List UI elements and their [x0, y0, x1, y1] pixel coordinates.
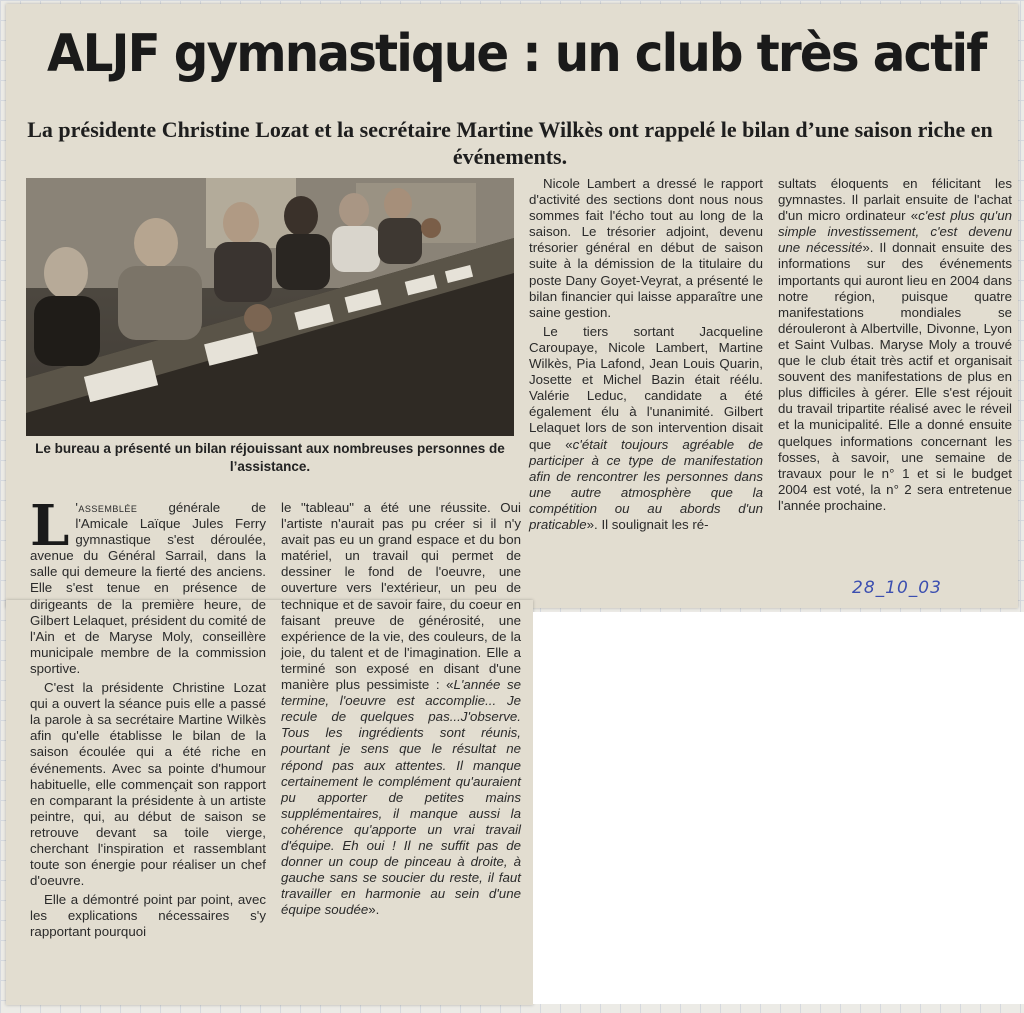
quote-text: L'année se termine, l'oeuvre est accomplie... Je recule de quelques pas...J'observe. Tous les ingrédients sont réunis, pourtant je sens que le résultat ne répond pas aux attentes. Il manque certainement le complément qu'auraient pu apporter de petites mains supplémentaires, il manque aussi la cohérence qu'apporte un vrai travail d'équipe. Eh oui ! Il ne suffit pas de donner un coup de pinceau à droite, à gauche sans se soucier du reste, il faut travailler en harmonie au sein d'une équipe soudée	[281, 677, 521, 918]
paragraph-text: le "tableau" a été une réussite. Oui l'artiste n'aurait pas pu créer si il n'y avait pas eu un grand espace et du bon matériel, un travail qui permet de dessiner le fond de l'oeuvre, une ouverture vers l'extérieur, un peu de technique et de savoir faire, du coeur en faisant preuve de générosité, une expérience de la vie, des couleurs, de la joie, du talent et de l'imagination. Elle a terminé son exposé en disant d'une manière plus pessimiste : «	[281, 500, 521, 693]
paragraph-text: ». Il donnait ensuite des informations sur des événements importants qui auront lieu en 2004 dans notre région, puisque quatre manifestations mondiales se dérouleront à Albertville, Divonne, Lyon et Saint Vulbas. Maryse Moly a trouvé que le club était très actif et organisait souvent des manifestations de plus en plus difficiles à gérer. Elle s'est réjouit du travail tripartite réalisé avec le réveil et la municipalité. Elle a donné ensuite quelques informations concernant les fosses, à savoir, une semaine de travaux pour le n° 1 et si le budget 2004 est voté, la n° 2 sera entretenue l'année prochaine.	[778, 240, 1012, 513]
column-1	[30, 493, 266, 941]
drop-cap: L	[30, 493, 70, 559]
group-photo	[26, 178, 514, 436]
paragraph	[281, 500, 521, 918]
lead-word: 'assemblée	[75, 500, 138, 515]
paragraph: C'est la présidente Christine Lozat qui a ouvert la séance puis elle a passé la parole à sa secrétaire Martine Wilkès afin qu'elle établisse le bilan de la saison écoulée qui a été riche en événements. Avec sa pointe d'humour habituelle, elle commençait son rapport en comparant la présidente à un artiste peintre, qui, au début de saison se retrouve devant sa toile vierge, cherchant l'inspiration et rassemblant toute son énergie pour réaliser un chef d'oeuvre.	[30, 680, 266, 889]
paragraph	[778, 176, 1012, 514]
blank-white-area	[533, 612, 1024, 1004]
quote-text: c'est plus qu'un simple investissement, c'est devenu une nécessité	[778, 208, 1012, 256]
column-2	[281, 500, 521, 918]
column-4	[778, 176, 1012, 514]
paragraph-text: sultats éloquents en félicitant les gymnastes. Il parlait ensuite de l'achat d'un micro ordinateur «	[778, 176, 1012, 224]
article-subhead: La présidente Christine Lozat et la secrétaire Martine Wilkès ont rappelé le bilan d’une saison riche en événements.	[27, 117, 993, 169]
article-headline: ALJF gymnastique : un club très actif	[47, 24, 986, 84]
paragraph: Nicole Lambert a dressé le rapport d'activité des sections dont nous nous sommes fait l'écho tout au long de la saison. Le trésorier adjoint, devenu trésorier général en début de saison suite à la démission de la titulaire du poste Dany Goyet-Veyrat, a présenté le bilan financier qui laisse apparaître une saine gestion.	[529, 176, 763, 320]
paragraph-text: ».	[368, 902, 380, 918]
paragraph	[30, 493, 266, 677]
paragraph-text: générale de l'Amicale Laïque Jules Ferry gymnastique s'est déroulée, avenue du Général Sarrail, dans la salle qui demeure la fierté des anciens. Elle s'est tenue en présence de dirigeants de la première heure, de Gilbert Lelaquet, président du comité de l'Ain et de Maryse Moly, conseillère municipale membre de la commission sportive.	[30, 500, 266, 676]
photo-caption: Le bureau a présenté un bilan réjouissant aux nombreuses personnes de l’assistance.	[35, 441, 505, 474]
quote-text: c'était toujours agréable de participer à ce type de manifestation afin de rencontrer les personnes dans une autre atmosphère que la compétition ou au abords d'un praticable	[529, 436, 763, 532]
paragraph-text: ». Il soulignait les ré-	[586, 516, 709, 532]
handwritten-date: 28_10_03	[852, 578, 942, 598]
paragraph: Elle a démontré point par point, avec les explications nécessaires s'y rapportant pourquoi	[30, 892, 266, 940]
column-3	[529, 176, 763, 533]
paragraph-text: Le tiers sortant Jacqueline Caroupaye, Nicole Lambert, Martine Wilkès, Pia Lafond, Jean Louis Quarin, Josette et Michel Bazin était réélu. Valérie Leduc, candidate a été également élu à l'unanimité. Gilbert Lelaquet lors de son intervention disait que «	[529, 323, 763, 452]
paragraph	[529, 324, 763, 533]
photo-illustration	[26, 178, 514, 436]
